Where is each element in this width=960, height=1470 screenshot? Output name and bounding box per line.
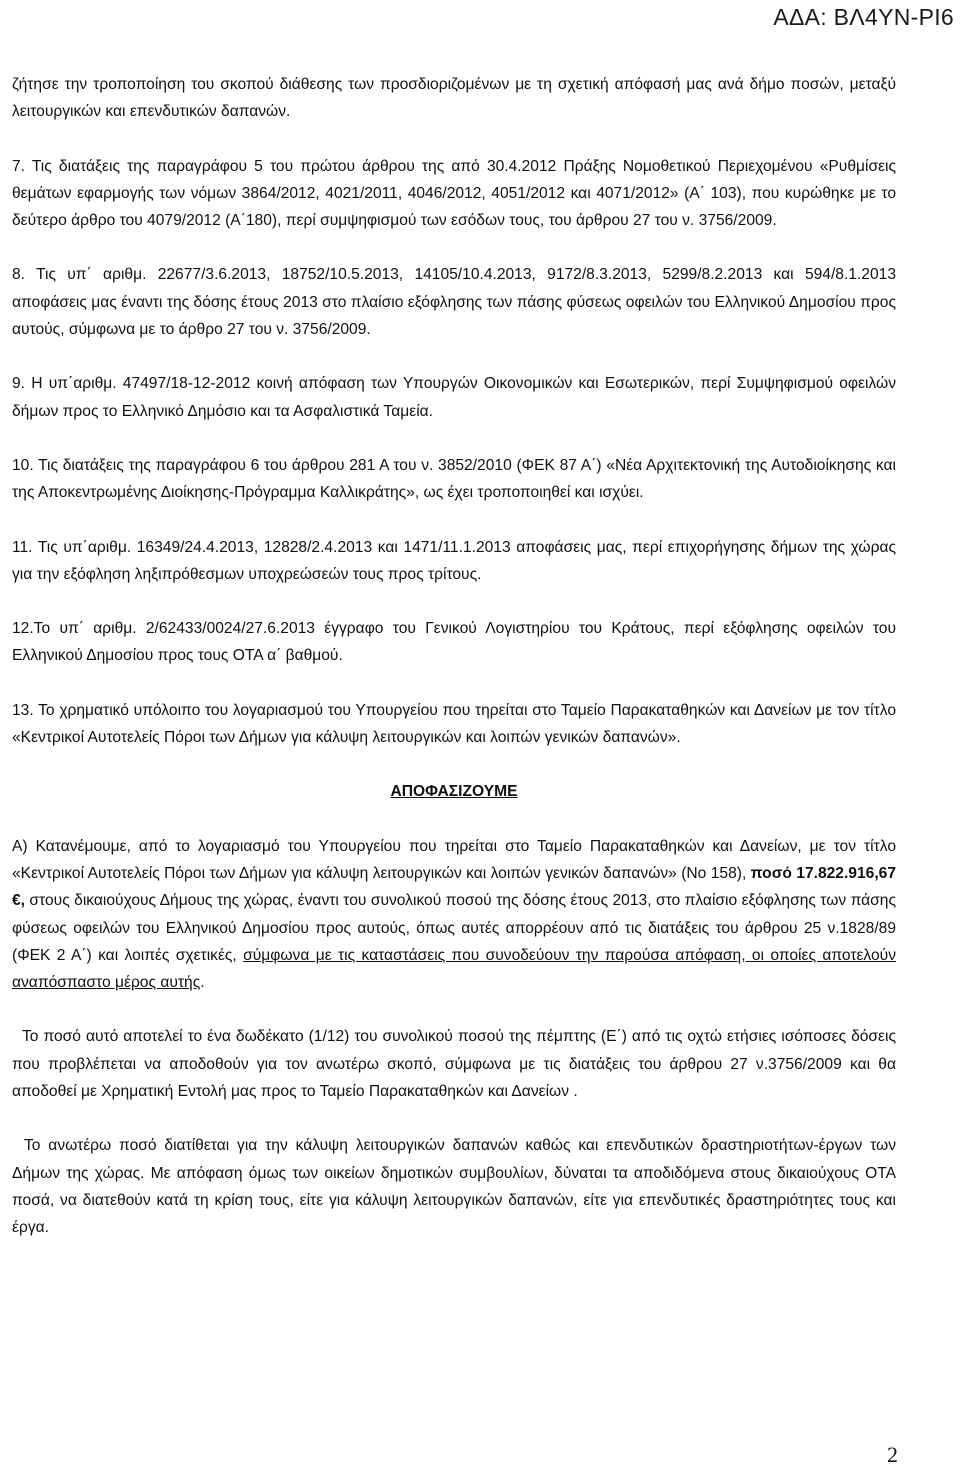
paragraph-b: Το ποσό αυτό αποτελεί το ένα δωδέκατο (1/12) του συνολικού ποσού της πέμπτης (Ε΄) από τις οχτώ ετήσιες ισόποσες δόσεις που προβλέπεται να αποδοθούν για τον ανωτέρω σκοπό, σύμφωνα με τις διατάξεις του άρθρου 27 ν.3756/2009 και θα αποδοθεί με Χρηματική Εντολή μας προς το Ταμείο Παρακαταθηκών και Δανείων . bbox=[12, 1028, 896, 1101]
page-number: 2 bbox=[887, 1442, 898, 1467]
document-body bbox=[12, 71, 896, 1242]
paragraph-c: Το ανωτέρω ποσό διατίθεται για την κάλυψη λειτουργικών δαπανών καθώς και επενδυτικών δραστηριοτήτων-έργων των Δήμων της χώρας. Με απόφαση όμως των οικείων δημοτικών συμβουλίων, δύναται τα αποδιδόμενα στους δικαιούχους ΟΤΑ ποσά, να διατεθούν κατά τη κρίση τους, είτε για κάλυψη λειτουργικών δαπανών, είτε για επενδυτικές δραστηριότητες τους και έργα. bbox=[12, 1137, 896, 1237]
paragraph-8: 8. Τις υπ΄ αριθμ. 22677/3.6.2013, 18752/10.5.2013, 14105/10.4.2013, 9172/8.3.2013, 5299/8.2.2013 και 594/8.1.2013 αποφάσεις μας έναντι της δόσης έτους 2013 στο πλαίσιο εξόφλησης των πάσης φύσεως οφειλών του Ελληνικού Δημοσίου προς αυτούς, σύμφωνα με το άρθρο 27 του ν. 3756/2009. bbox=[12, 266, 896, 339]
ada-code: ΑΔΑ: ΒΛ4ΥΝ-ΡΙ6 bbox=[773, 4, 954, 30]
paragraph-a-underlined: σύμφωνα με τις καταστάσεις που συνοδεύουν την παρούσα απόφαση, οι οποίες αποτελούν αναπόσπαστο μέρος αυτής bbox=[12, 946, 896, 992]
paragraph-a-text: Α) Κατανέμουμε, από το λογαριασμό του Υπουργείου που τηρείται στο Ταμείο Παρακαταθηκών και Δανείων, με τον τίτλο «Κεντρικοί Αυτοτελείς Πόροι των Δήμων για κάλυψη λειτουργικών και λοιπών γενικών δαπανών» (Νο 158), bbox=[12, 837, 896, 882]
paragraph-a-end: . bbox=[200, 974, 205, 992]
amount-bold: ποσό 17.822.916,67 €, bbox=[12, 864, 896, 910]
paragraph-13: 13. Το χρηματικό υπόλοιπο του λογαριασμού του Υπουργείου που τηρείται στο Ταμείο Παρακαταθηκών και Δανείων με τον τίτλο «Κεντρικοί Αυτοτελείς Πόροι των Δήμων για κάλυψη λειτουργικών και λοιπών γενικών δαπανών». bbox=[12, 701, 896, 747]
paragraph-10: 10. Τις διατάξεις της παραγράφου 6 του άρθρου 281 Α του ν. 3852/2010 (ΦΕΚ 87 Α΄) «Νέα Αρχιτεκτονική της Αυτοδιοίκησης και της Αποκεντρωμένης Διοίκησης-Πρόγραμμα Καλλικράτης», ως έχει τροποποιηθεί και ισχύει. bbox=[12, 456, 896, 502]
paragraph-12: 12.Το υπ΄ αριθμ. 2/62433/0024/27.6.2013 έγγραφο του Γενικού Λογιστηρίου του Κράτους, περί εξόφλησης οφειλών του Ελληνικού Δημοσίου προς τους ΟΤΑ α΄ βαθμού. bbox=[12, 620, 896, 665]
paragraph-continuation: ζήτησε την τροποποίηση του σκοπού διάθεσης των προσδιοριζομένων με τη σχετική απόφασή μας ανά δήμο ποσών, μεταξύ λειτουργικών και επενδυτικών δαπανών. bbox=[12, 76, 896, 121]
paragraph-a bbox=[12, 833, 896, 997]
paragraph-a-text-2: στους δικαιούχους Δήμους της χώρας, έναντι του συνολικού ποσού της δόσης έτους 2013, στο πλαίσιο εξόφλησης των πάσης φύσεως οφειλών του Ελληνικού Δημοσίου προς αυτούς, όπως αυτές απορρέουν από τις διατάξεις του άρθρου 25 ν.1828/89 (ΦΕΚ 2 Α΄) και λοιπές σχετικές, bbox=[12, 892, 896, 964]
paragraph-7: 7. Τις διατάξεις της παραγράφου 5 του πρώτου άρθρου της από 30.4.2012 Πράξης Νομοθετικού Περιεχομένου «Ρυθμίσεις θεμάτων εφαρμογής των νόμων 3864/2012, 4021/2011, 4046/2012, 4051/2012 και 4071/2012» (Α΄ 103), που κυρώθηκε με το δεύτερο άρθρο του 4079/2012 (Α΄180), περί συμψηφισμού των εσόδων τους, του άρθρου 27 του ν. 3756/2009. bbox=[12, 157, 896, 230]
paragraph-11: 11. Τις υπ΄αριθμ. 16349/24.4.2013, 12828/2.4.2013 και 1471/11.1.2013 αποφάσεις μας, περί επιχορήγησης δήμων της χώρας για την εξόφληση ληξιπρόθεσμων υποχρεώσεών τους προς τρίτους. bbox=[12, 538, 896, 583]
decision-heading: ΑΠΟΦΑΣΙΖΟΥΜΕ bbox=[390, 783, 518, 801]
paragraph-9: 9. Η υπ΄αριθμ. 47497/18-12-2012 κοινή απόφαση των Υπουργών Οικονομικών και Εσωτερικών, περί Συμψηφισμού οφειλών δήμων προς το Ελληνικό Δημόσιο και τα Ασφαλιστικά Ταμεία. bbox=[12, 375, 896, 420]
